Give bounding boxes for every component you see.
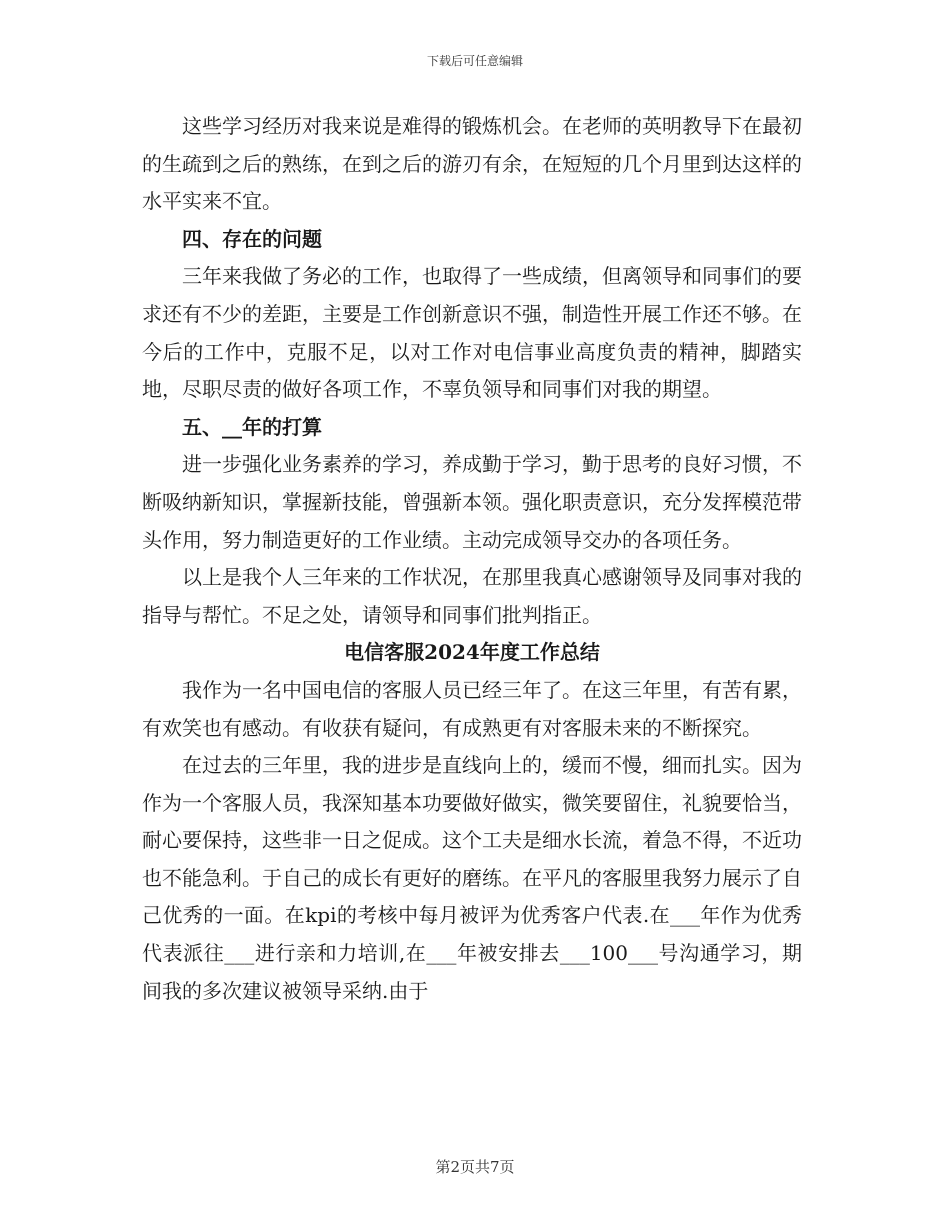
- document-body: [142, 108, 802, 1010]
- body-paragraph: 这些学习经历对我来说是难得的锻炼机会。在老师的英明教导下在最初的生疏到之后的熟练，在到之后的游刃有余，在短短的几个月里到达这样的水平实来不宜。: [142, 114, 802, 214]
- page-footer: 第2页共7页: [435, 1158, 515, 1176]
- page-header: 下载后可任意编辑: [426, 54, 523, 68]
- body-paragraph: 在过去的三年里，我的进步是直线向上的，缓而不慢，细而扎实。因为作为一个客服人员，我深知基本功要做好做实，微笑要留住，礼貌要恰当，耐心要保持，这些非一日之促成。这个工夫是细水长流，着急不得，不近功也不能急利。于自己的成长有更好的磨练。在平凡的客服里我努力展示了自己优秀的一面。在kpi的考核中每月被评为优秀客户代表.在___年作为优秀代表派往___进行亲和力培训,在___年被安排去___100___号沟通学习，期间我的多次建议被领导采纳.由于: [142, 753, 802, 1003]
- body-paragraph: 三年来我做了务必的工作，也取得了一些成绩，但离领导和同事们的要求还有不少的差距，主要是工作创新意识不强，制造性开展工作还不够。在今后的工作中，克服不足，以对工作对电信事业高度负责的精神，脚踏实地，尽职尽责的做好各项工作，不辜负领导和同事们对我的期望。: [142, 264, 802, 402]
- body-paragraph: 以上是我个人三年来的工作状况，在那里我真心感谢领导及同事对我的指导与帮忙。不足之处，请领导和同事们批判指正。: [142, 565, 802, 627]
- section-heading: 五、__年的打算: [182, 414, 322, 439]
- body-paragraph: 我作为一名中国电信的客服人员已经三年了。在这三年里，有苦有累，有欢笑也有感动。有收获有疑问，有成熟更有对客服未来的不断探究。: [142, 677, 802, 740]
- section-heading: 四、存在的问题: [182, 226, 322, 251]
- body-paragraph: 进一步强化业务素养的学习，养成勤于学习，勤于思考的良好习惯，不断吸纳新知识，掌握新技能，曾强新本领。强化职责意识，充分发挥模范带头作用，努力制造更好的工作业绩。主动完成领导交办的各项任务。: [142, 452, 802, 552]
- document-title: 电信客服2024年度工作总结: [344, 640, 600, 665]
